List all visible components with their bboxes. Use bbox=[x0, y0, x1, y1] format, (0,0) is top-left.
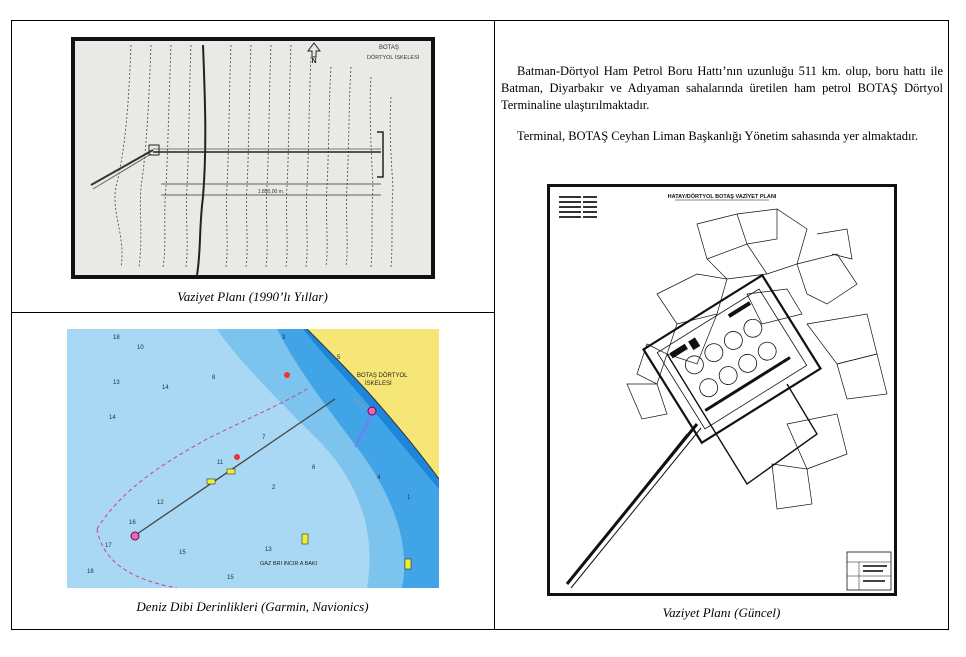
column-divider bbox=[494, 20, 495, 630]
old-site-plan-image bbox=[71, 37, 435, 279]
svg-text:7: 7 bbox=[262, 435, 266, 441]
title-block bbox=[847, 552, 891, 590]
buoy-label: GAZ BRI INCIR A BAKI bbox=[260, 561, 318, 567]
svg-text:8: 8 bbox=[212, 375, 216, 381]
svg-text:12: 12 bbox=[157, 500, 164, 506]
row-divider bbox=[11, 312, 494, 313]
pipe-end-marker-icon bbox=[131, 532, 139, 540]
terminal-marker-icon bbox=[368, 407, 376, 415]
svg-text:13: 13 bbox=[265, 547, 272, 553]
svg-text:17: 17 bbox=[105, 543, 112, 549]
caption-old-plan: Vaziyet Planı (1990’lı Yıllar) bbox=[177, 289, 328, 304]
svg-text:3: 3 bbox=[282, 335, 286, 341]
caption-bathymetry: Deniz Dibi Derinlikleri (Garmin, Navionics) bbox=[136, 599, 369, 614]
terminal-label-1: BOTAŞ DÖRTYOL bbox=[357, 373, 408, 379]
svg-text:N: N bbox=[311, 58, 317, 65]
svg-text:4: 4 bbox=[377, 475, 381, 481]
svg-text:14: 14 bbox=[109, 415, 116, 421]
svg-text:10: 10 bbox=[137, 345, 144, 351]
svg-text:13: 13 bbox=[113, 380, 120, 386]
plan-title-line2: DÖRTYOL İSKELESİ bbox=[367, 55, 420, 61]
terminal-label-2: İSKELESİ bbox=[365, 381, 392, 387]
svg-text:14: 14 bbox=[162, 385, 169, 391]
paragraph-terminal: Terminal, BOTAŞ Ceyhan Liman Başkanlığı Yönetim sahasında yer almaktadır. bbox=[517, 129, 919, 143]
svg-text:15: 15 bbox=[227, 575, 234, 581]
svg-text:2: 2 bbox=[272, 485, 276, 491]
svg-text:15: 15 bbox=[179, 550, 186, 556]
svg-text:18: 18 bbox=[87, 569, 94, 575]
svg-text:6: 6 bbox=[312, 465, 316, 471]
dimension-total: 1.850,00 m. bbox=[257, 189, 285, 195]
plan-title: HATAY/DÖRTYOL BOTAŞ VAZİYET PLANI bbox=[667, 194, 777, 200]
svg-text:11: 11 bbox=[217, 460, 224, 466]
bathymetry-chart-image bbox=[67, 329, 439, 588]
paragraph-pipeline: Batman-Dörtyol Ham Petrol Boru Hattı’nın uzunluğu 511 km. olup, boru hattı ile Batman, Diyarbakır ve Adıyaman sahalarında üretilen ham petrol BOTAŞ Dörtyol Terminaline ulaştırılmaktadır. bbox=[501, 64, 943, 112]
svg-text:18: 18 bbox=[113, 335, 120, 341]
plan-title-line1: BOTAŞ bbox=[379, 45, 399, 51]
svg-text:1: 1 bbox=[407, 495, 411, 501]
buoy-red-icon-2 bbox=[234, 454, 240, 460]
buoy-red-icon bbox=[284, 372, 290, 378]
current-site-plan-image bbox=[547, 184, 897, 596]
svg-text:16: 16 bbox=[129, 520, 136, 526]
svg-text:5: 5 bbox=[337, 355, 341, 361]
caption-current-plan: Vaziyet Planı (Güncel) bbox=[662, 605, 781, 620]
